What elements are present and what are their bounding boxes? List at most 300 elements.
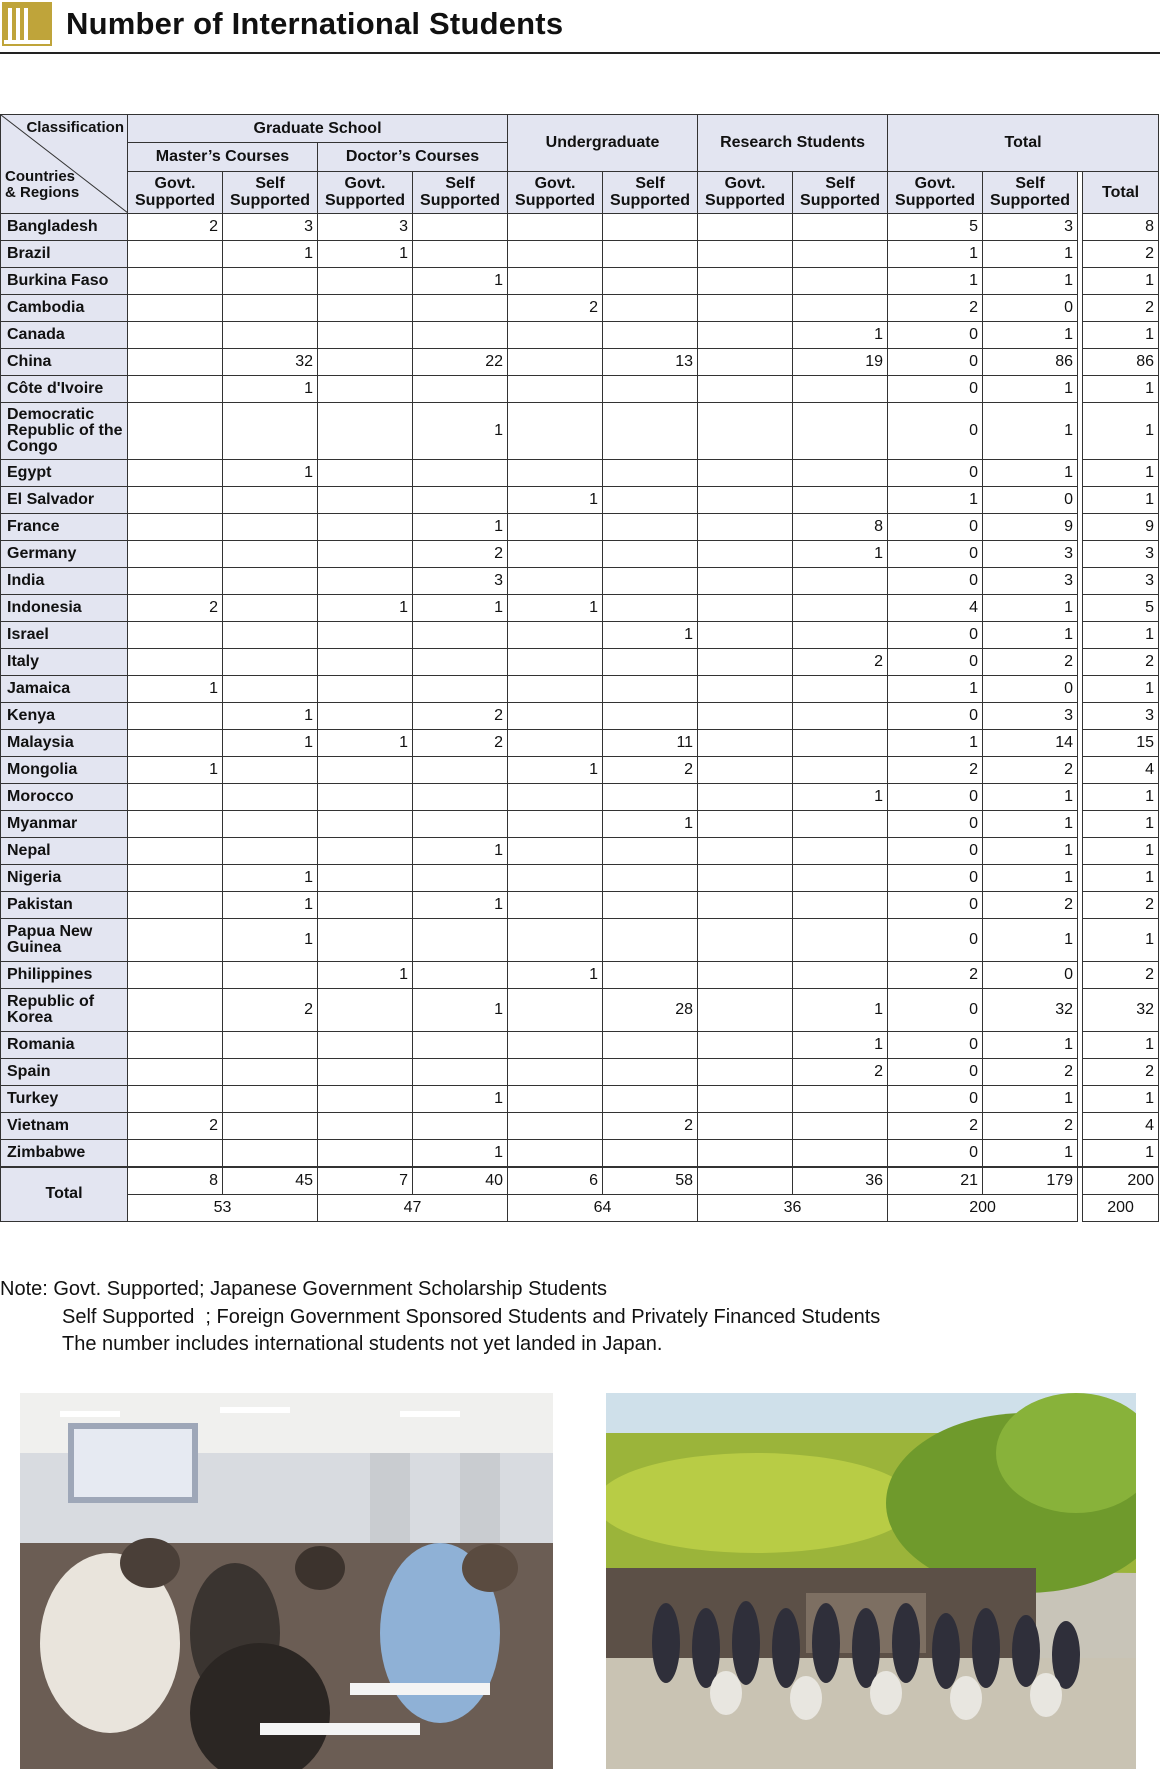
corner-classification-label: Classification [26, 119, 124, 136]
table-cell: 0 [983, 962, 1078, 989]
table-cell: 1 [413, 838, 508, 865]
table-cell [128, 1032, 223, 1059]
table-cell: 1 [983, 865, 1078, 892]
table-cell: 1 [983, 919, 1078, 962]
table-cell [318, 403, 413, 460]
table-row [1, 676, 1159, 703]
students-table [0, 114, 1159, 1222]
table-cell [508, 403, 603, 460]
govt-header-line2: Supported [135, 192, 215, 210]
table-cell [698, 1086, 793, 1113]
table-cell: 1 [413, 595, 508, 622]
table-cell [508, 989, 603, 1032]
table-cell: 1 [128, 676, 223, 703]
table-cell: 1 [793, 784, 888, 811]
table-cell: 2 [888, 1113, 983, 1140]
subtotal-cell: 47 [318, 1194, 508, 1221]
table-cell [128, 241, 223, 268]
country-name: Egypt [1, 460, 128, 487]
total-cell: 200 [1083, 1167, 1159, 1194]
self-header-line2: Supported [800, 192, 881, 210]
table-cell: 15 [1083, 730, 1159, 757]
table-cell: 1 [888, 730, 983, 757]
country-name: Jamaica [1, 676, 128, 703]
table-cell [508, 349, 603, 376]
country-name: Bangladesh [1, 214, 128, 241]
table-cell: 1 [223, 919, 318, 962]
table-cell [603, 919, 698, 962]
total-cell: 36 [793, 1167, 888, 1194]
country-name: Brazil [1, 241, 128, 268]
country-name: Kenya [1, 703, 128, 730]
table-cell [128, 322, 223, 349]
table-cell: 2 [1083, 295, 1159, 322]
table-cell: 1 [128, 757, 223, 784]
table-cell [603, 268, 698, 295]
table-cell [318, 1032, 413, 1059]
table-row [1, 295, 1159, 322]
table-cell [603, 403, 698, 460]
table-cell [318, 376, 413, 403]
table-cell: 14 [983, 730, 1078, 757]
table-cell [128, 892, 223, 919]
table-cell [318, 757, 413, 784]
table-cell [223, 514, 318, 541]
self-header-line1: Self [825, 175, 855, 193]
table-cell: 0 [888, 1086, 983, 1113]
table-cell: 1 [223, 892, 318, 919]
table-cell: 1 [888, 487, 983, 514]
total-cell: 179 [983, 1167, 1078, 1194]
govt-header-line2: Supported [705, 192, 786, 210]
subtotal-cell: 36 [698, 1194, 888, 1221]
table-cell [128, 1059, 223, 1086]
table-cell [508, 376, 603, 403]
country-name: Romania [1, 1032, 128, 1059]
table-cell: 0 [888, 784, 983, 811]
table-cell: 2 [413, 703, 508, 730]
self-header-line1: Self [635, 175, 665, 193]
table-cell: 2 [983, 757, 1078, 784]
table-cell [698, 376, 793, 403]
table-cell [508, 730, 603, 757]
table-cell [128, 622, 223, 649]
table-cell [413, 757, 508, 784]
table-cell: 1 [983, 460, 1078, 487]
table-cell: 1 [983, 376, 1078, 403]
table-cell: 2 [983, 649, 1078, 676]
table-cell [698, 214, 793, 241]
country-name: Nepal [1, 838, 128, 865]
table-cell: 1 [983, 241, 1078, 268]
self-header-line1: Self [445, 175, 475, 193]
table-cell [793, 595, 888, 622]
table-row [1, 1140, 1159, 1168]
table-cell: 2 [888, 295, 983, 322]
table-cell [793, 676, 888, 703]
subtotal-cell: 200 [888, 1194, 1078, 1221]
table-cell: 2 [983, 1059, 1078, 1086]
table-cell [413, 649, 508, 676]
table-cell [698, 541, 793, 568]
table-cell: 1 [1083, 622, 1159, 649]
table-cell [128, 811, 223, 838]
table-cell [508, 865, 603, 892]
table-cell [698, 811, 793, 838]
header-row-1 [1, 115, 1159, 143]
table-cell: 1 [223, 865, 318, 892]
table-cell: 1 [413, 514, 508, 541]
table-cell [508, 1140, 603, 1168]
table-cell [698, 1140, 793, 1168]
masters-govt-supported-header [128, 171, 223, 213]
title-divider [0, 52, 1160, 54]
table-cell [413, 1059, 508, 1086]
country-name: Indonesia [1, 595, 128, 622]
table-cell: 3 [413, 568, 508, 595]
table-cell: 0 [888, 811, 983, 838]
title-logo-icon [2, 2, 52, 46]
table-cell [603, 541, 698, 568]
table-cell [508, 622, 603, 649]
table-cell [793, 214, 888, 241]
table-row [1, 892, 1159, 919]
table-cell [223, 541, 318, 568]
table-cell [318, 703, 413, 730]
table-cell: 2 [223, 989, 318, 1032]
total-cell: 8 [128, 1167, 223, 1194]
table-cell: 1 [223, 376, 318, 403]
table-cell [603, 568, 698, 595]
table-cell [603, 649, 698, 676]
table-cell [318, 514, 413, 541]
table-cell [698, 295, 793, 322]
country-name: Vietnam [1, 1113, 128, 1140]
table-cell: 1 [983, 1032, 1078, 1059]
table-cell [508, 1113, 603, 1140]
table-cell [603, 892, 698, 919]
total-cell: 40 [413, 1167, 508, 1194]
table-cell [603, 1086, 698, 1113]
govt-header-line1: Govt. [154, 175, 196, 193]
table-cell [508, 838, 603, 865]
country-name: Israel [1, 622, 128, 649]
table-cell [698, 403, 793, 460]
table-cell: 0 [888, 892, 983, 919]
table-cell: 3 [1083, 541, 1159, 568]
country-name: Mongolia [1, 757, 128, 784]
table-cell: 1 [413, 892, 508, 919]
table-cell [413, 676, 508, 703]
table-cell [698, 1059, 793, 1086]
table-cell [318, 865, 413, 892]
table-cell [793, 268, 888, 295]
table-cell [698, 487, 793, 514]
country-name: Philippines [1, 962, 128, 989]
doctors-govt-supported-header [318, 171, 413, 213]
table-cell [698, 989, 793, 1032]
research-self-supported-header [793, 171, 888, 213]
undergraduate-self-supported-header [603, 171, 698, 213]
table-cell: 1 [793, 541, 888, 568]
table-cell [698, 268, 793, 295]
table-cell [223, 676, 318, 703]
table-row [1, 460, 1159, 487]
table-cell [128, 703, 223, 730]
table-cell [603, 838, 698, 865]
total-row-label: Total [1, 1167, 128, 1221]
country-name: France [1, 514, 128, 541]
table-cell: 1 [413, 989, 508, 1032]
table-cell [698, 730, 793, 757]
table-cell: 0 [888, 376, 983, 403]
table-row [1, 268, 1159, 295]
table-row [1, 568, 1159, 595]
table-cell [793, 1140, 888, 1168]
table-cell [223, 757, 318, 784]
table-cell [318, 1086, 413, 1113]
table-cell [698, 703, 793, 730]
table-cell: 1 [318, 595, 413, 622]
table-cell: 3 [983, 214, 1078, 241]
table-row [1, 349, 1159, 376]
table-cell: 32 [1083, 989, 1159, 1032]
total-cell: 7 [318, 1167, 413, 1194]
table-cell [603, 703, 698, 730]
table-cell: 5 [1083, 595, 1159, 622]
table-cell [128, 838, 223, 865]
table-row [1, 1113, 1159, 1140]
table-cell [508, 676, 603, 703]
table-cell [793, 460, 888, 487]
total-self-supported-header [983, 171, 1078, 213]
table-cell: 1 [1083, 838, 1159, 865]
table-cell [318, 784, 413, 811]
table-cell [318, 838, 413, 865]
govt-header-line1: Govt. [914, 175, 956, 193]
table-cell [698, 568, 793, 595]
table-cell [223, 962, 318, 989]
country-name: Pakistan [1, 892, 128, 919]
table-cell [318, 919, 413, 962]
table-cell: 2 [128, 1113, 223, 1140]
table-cell: 1 [793, 989, 888, 1032]
table-cell [698, 962, 793, 989]
table-cell [128, 568, 223, 595]
undergraduate-govt-supported-header [508, 171, 603, 213]
table-cell: 3 [318, 214, 413, 241]
table-cell: 3 [983, 568, 1078, 595]
table-cell [508, 811, 603, 838]
table-cell: 1 [508, 595, 603, 622]
table-cell [413, 322, 508, 349]
table-cell: 1 [983, 838, 1078, 865]
table-cell [793, 757, 888, 784]
table-cell [793, 730, 888, 757]
table-cell [603, 595, 698, 622]
table-cell [793, 1113, 888, 1140]
table-cell: 0 [888, 1032, 983, 1059]
table-row [1, 730, 1159, 757]
self-header-line1: Self [255, 175, 285, 193]
table-cell: 1 [1083, 1140, 1159, 1168]
undergraduate-header: Undergraduate [508, 115, 698, 172]
total-govt-supported-header [888, 171, 983, 213]
note-line-1: Note: Govt. Supported; Japanese Government Scholarship Students [0, 1278, 608, 1300]
subtotal-grand-cell: 200 [1083, 1194, 1159, 1221]
table-cell [413, 962, 508, 989]
table-cell [128, 295, 223, 322]
table-cell [508, 784, 603, 811]
table-cell: 9 [1083, 514, 1159, 541]
table-cell: 0 [983, 676, 1078, 703]
table-cell [603, 962, 698, 989]
table-cell: 11 [603, 730, 698, 757]
table-cell [223, 295, 318, 322]
table-cell [318, 811, 413, 838]
table-cell [318, 989, 413, 1032]
table-cell: 0 [888, 514, 983, 541]
table-cell [223, 649, 318, 676]
photo-group-outing [606, 1393, 1136, 1769]
table-cell [698, 865, 793, 892]
table-cell: 3 [1083, 568, 1159, 595]
table-cell [318, 295, 413, 322]
table-cell: 2 [1083, 241, 1159, 268]
table-cell [698, 919, 793, 962]
govt-header-line1: Govt. [534, 175, 576, 193]
total-cell: 21 [888, 1167, 983, 1194]
table-row [1, 784, 1159, 811]
table-cell: 8 [1083, 214, 1159, 241]
table-cell: 1 [318, 241, 413, 268]
table-cell [793, 622, 888, 649]
table-cell [128, 649, 223, 676]
table-cell [603, 1032, 698, 1059]
table-cell: 2 [603, 757, 698, 784]
table-cell [698, 838, 793, 865]
table-cell [223, 838, 318, 865]
table-cell [128, 989, 223, 1032]
total-cell: 58 [603, 1167, 698, 1194]
table-row [1, 322, 1159, 349]
table-cell: 1 [983, 784, 1078, 811]
table-cell [793, 892, 888, 919]
table-cell: 86 [983, 349, 1078, 376]
table-cell [318, 268, 413, 295]
table-cell [128, 268, 223, 295]
table-row [1, 865, 1159, 892]
table-cell [508, 649, 603, 676]
table-cell [413, 295, 508, 322]
table-cell: 0 [888, 703, 983, 730]
country-name: Nigeria [1, 865, 128, 892]
table-cell [698, 1032, 793, 1059]
table-cell [413, 376, 508, 403]
research-govt-supported-header [698, 171, 793, 213]
country-name: Republic of Korea [1, 989, 128, 1032]
table-cell [698, 514, 793, 541]
table-row [1, 514, 1159, 541]
govt-header-line1: Govt. [724, 175, 766, 193]
table-cell [128, 376, 223, 403]
table-cell [318, 622, 413, 649]
country-name: Zimbabwe [1, 1140, 128, 1168]
table-row [1, 919, 1159, 962]
table-cell [603, 322, 698, 349]
table-cell [318, 460, 413, 487]
table-cell [223, 322, 318, 349]
table-cell [318, 892, 413, 919]
table-cell: 0 [888, 568, 983, 595]
table-row [1, 757, 1159, 784]
country-name: Morocco [1, 784, 128, 811]
table-cell: 4 [888, 595, 983, 622]
table-cell: 2 [603, 1113, 698, 1140]
grand-total-header: Total [1083, 171, 1159, 213]
table-cell: 0 [888, 541, 983, 568]
table-cell [603, 1059, 698, 1086]
photo-classroom [20, 1393, 553, 1769]
table-cell [508, 568, 603, 595]
table-cell [128, 541, 223, 568]
table-cell: 0 [888, 622, 983, 649]
table-cell [128, 487, 223, 514]
table-cell [223, 784, 318, 811]
table-cell: 2 [508, 295, 603, 322]
table-body [1, 214, 1159, 1222]
table-cell [128, 514, 223, 541]
table-cell [413, 919, 508, 962]
table-cell: 1 [1083, 865, 1159, 892]
table-cell [318, 487, 413, 514]
table-cell: 3 [983, 541, 1078, 568]
table-cell [128, 962, 223, 989]
table-cell [603, 676, 698, 703]
table-row [1, 403, 1159, 460]
table-cell: 22 [413, 349, 508, 376]
country-name: Myanmar [1, 811, 128, 838]
table-cell: 1 [413, 268, 508, 295]
subtotal-cell: 64 [508, 1194, 698, 1221]
table-row [1, 703, 1159, 730]
self-header-line1: Self [1015, 175, 1045, 193]
table-row [1, 838, 1159, 865]
table-cell: 1 [983, 595, 1078, 622]
table-cell [793, 568, 888, 595]
students-table-wrapper [0, 114, 1160, 1222]
table-cell [128, 1140, 223, 1168]
table-cell: 2 [888, 757, 983, 784]
table-cell [698, 460, 793, 487]
table-cell [128, 784, 223, 811]
total-group-header: Total [888, 115, 1159, 172]
table-row [1, 376, 1159, 403]
table-cell [508, 1032, 603, 1059]
table-row [1, 487, 1159, 514]
country-name: China [1, 349, 128, 376]
table-cell: 0 [888, 1059, 983, 1086]
table-cell [413, 811, 508, 838]
table-cell: 1 [983, 403, 1078, 460]
table-cell [603, 214, 698, 241]
table-cell [793, 962, 888, 989]
table-cell: 1 [508, 487, 603, 514]
self-header-line2: Supported [990, 192, 1071, 210]
govt-header-line2: Supported [515, 192, 596, 210]
table-cell: 9 [983, 514, 1078, 541]
table-cell [793, 865, 888, 892]
